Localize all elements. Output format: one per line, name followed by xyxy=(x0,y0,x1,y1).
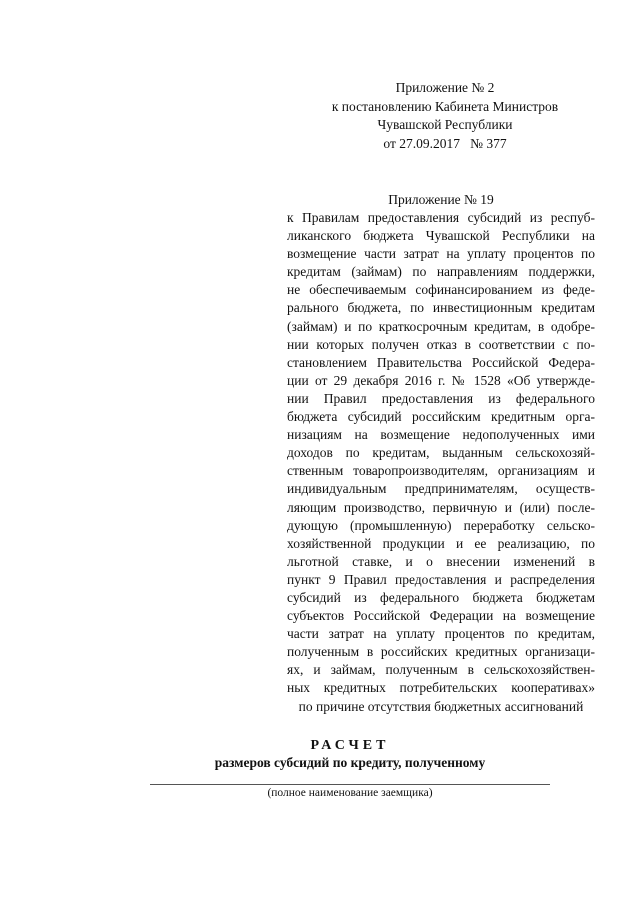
rules-text-line: льготной ставке, и о внесении изменений в xyxy=(287,553,595,569)
rules-text-line: не обеспечиваемым софинансированием из феде- xyxy=(287,282,595,298)
rules-text-line: доходов по кредитам, выданным сельскохозяй- xyxy=(287,445,595,461)
appendix-title: Приложение № 19 xyxy=(388,192,494,207)
rules-text-line: ных кредитных потребительских кооперативах» xyxy=(287,680,595,696)
rules-text-line: (займам) и по краткосрочным кредитам, в одобре- xyxy=(287,318,595,334)
rules-text-line: ственным товаропроизводителям, организациям и xyxy=(287,463,595,479)
rules-text-line: пункт 9 Правил предоставления и распределения xyxy=(287,571,595,587)
rules-text-line: ликанского бюджета Чувашской Республики на xyxy=(287,228,595,244)
borrower-name-line xyxy=(150,784,550,785)
rules-text-line: ляющим производство, первичную и (или) после- xyxy=(287,499,595,515)
rules-text-line: рального бюджета, по инвестиционным кредитам xyxy=(287,300,595,316)
rules-text-line: низациям на возмещение недополученных ими xyxy=(287,427,595,443)
calculation-title: РАСЧЕТ xyxy=(310,738,390,753)
rules-text-line: субъектов Российской Федерации на возмещение xyxy=(287,608,595,624)
rules-text-line: индивидуальным предпринимателям, осуществ- xyxy=(287,481,595,497)
header-line: Чувашской Республики xyxy=(377,117,513,132)
header-date-line: от 27.09.2017 № 377 xyxy=(383,135,507,151)
appendix-rules-text xyxy=(287,209,595,716)
rules-text-line: хозяйственной продукции и ее реализацию, по xyxy=(287,535,595,551)
header-line: к постановлению Кабинета Министров xyxy=(331,98,559,114)
rules-text-line: бюджета субсидий российским кредитным орга- xyxy=(287,409,595,425)
rules-text-line: ции от 29 декабря 2016 г. № 1528 «Об утвержде- xyxy=(287,372,595,388)
borrower-name-caption: (полное наименование заемщика) xyxy=(267,787,433,799)
rules-text-line: возмещение части затрат на уплату процентов по xyxy=(287,246,595,262)
rules-text-line: становлением Правительства Российской Федера- xyxy=(287,354,595,370)
rules-text-line: нии которых получен отказ в соответствии с по- xyxy=(287,336,595,352)
rules-text-line: к Правилам предоставления субсидий из респуб- xyxy=(287,210,595,225)
calculation-subtitle: размеров субсидий по кредиту, полученному xyxy=(214,755,486,770)
header-line: Приложение № 2 xyxy=(395,80,495,95)
rules-text-line: дующую (промышленную) переработку сельско- xyxy=(287,517,595,533)
rules-text-line: нии Правил предоставления из федерального xyxy=(287,390,595,406)
rules-text-line: кредитам (займам) по направлениям поддержки, xyxy=(287,264,595,280)
rules-text-line: по причине отсутствия бюджетных ассигнований xyxy=(298,698,584,714)
rules-text-line: субсидий из федерального бюджета бюджетам xyxy=(287,589,595,605)
rules-text-line: полученным в российских кредитных организаци- xyxy=(287,644,595,660)
rules-text-line: части затрат на уплату процентов по кредитам, xyxy=(287,626,595,642)
document-header xyxy=(300,79,590,153)
rules-text-line: ях, и займам, полученным в сельскохозяйствен- xyxy=(287,662,595,678)
